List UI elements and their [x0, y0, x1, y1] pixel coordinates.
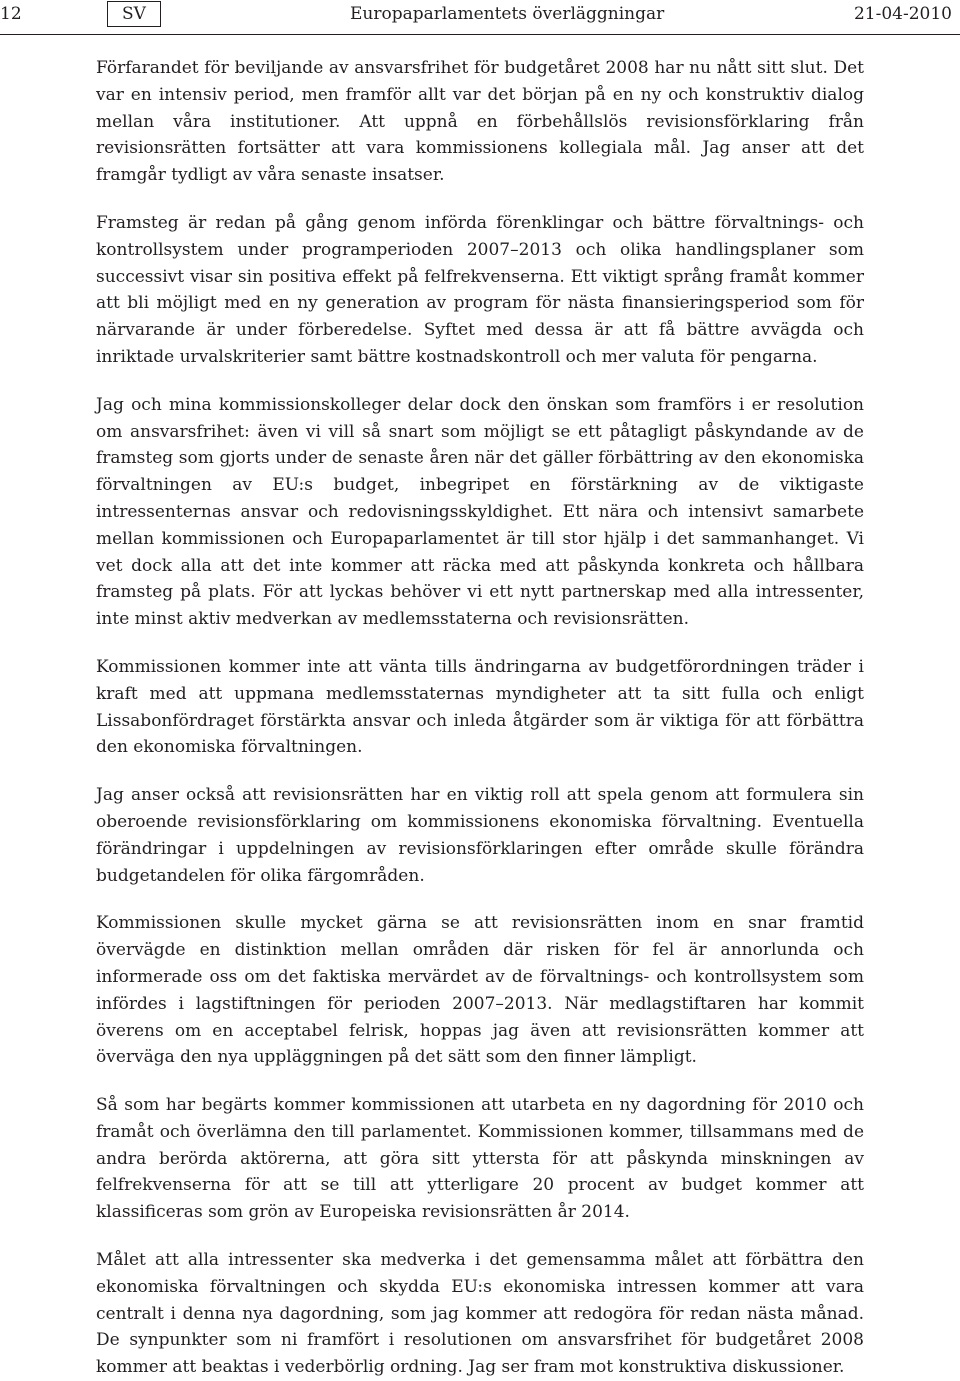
paragraph-7: Så som har begärts kommer kommissionen att utarbeta en ny dagordning för 2010 och framåt och överlämna den till parlamentet. Kommissionen kommer, tillsammans med de andra berörda aktörerna, att göra sitt yttersta för att påskynda minskningen av felfrekvenserna för att se till att ytterligare 20 procent av budget kommer att klassificeras som grön av Europeiska revisionsrätten år 2014.: [96, 1095, 864, 1223]
paragraph-1: Förfarandet för beviljande av ansvarsfrihet för budgetåret 2008 har nu nått sitt slut. Det var en intensiv period, men framför allt var det början på en ny och konstruktiv dialog mellan våra institutioner. Att uppnå en förbehållslös revisionsförklaring från revisionsrätten fortsätter att vara kommissionens kollegiala mål. Jag anser att det framgår tydligt av våra senaste insatser.: [96, 58, 864, 186]
page-number: 12: [0, 4, 22, 24]
document-body: [96, 55, 864, 1381]
paragraph-8: Målet att alla intressenter ska medverka i det gemensamma målet att förbättra den ekonomiska förvaltningen och skydda EU:s ekonomiska intressen kommer att vara centralt i denna nya dagordning, som jag kommer att redogöra för redan nästa månad. De synpunkter som ni framfört i resolutionen om ansvarsfrihet för budgetåret 2008 kommer att beaktas i vederbörlig ordning. Jag ser fram mot konstruktiva diskussioner.: [96, 1250, 864, 1378]
publication-date: 21-04-2010: [853, 4, 952, 24]
paragraph-2: Framsteg är redan på gång genom införda förenklingar och bättre förvaltnings- och kontrollsystem under programperioden 2007–2013 och olika handlingsplaner som successivt visar sin positiva effekt på felfrekvenserna. Ett viktigt språng framåt kommer att bli möjligt med en ny generation av program för nästa finansieringsperiod som för närvarande är under förberedelse. Syftet med dessa är att få bättre avvägda och inriktade urvalskriterier samt bättre kostnadskontroll och mer valuta för pengarna.: [96, 212, 864, 367]
paragraph-6: Kommissionen skulle mycket gärna se att revisionsrätten inom en snar framtid övervägde en distinktion mellan områden där risken för fel är annorlunda och informerade oss om det faktiska mervärdet av de förvaltnings- och kontrollsystem som infördes i lagstiftningen för perioden 2007–2013. När medlagstiftaren har kommit överens om en acceptabel felrisk, hoppas jag även att revisionsrätten kommer att överväga den nya uppläggningen på det sätt som den finner lämpligt.: [96, 913, 864, 1068]
paragraph-3: Jag och mina kommissionskolleger delar dock den önskan som framförs i er resolution om ansvarsfrihet: även vi vill så snart som möjligt se ett påtagligt påskyndande av de framsteg som gjorts under de senaste åren när det gäller förbättring av den ekonomiska förvaltningen av EU:s budget, inbegripet en förstärkning av de viktigaste intressenternas ansvar och redovisningsskyldighet. Ett nära och intensivt samarbete mellan kommissionen och Europaparlamentet är till stor hjälp i det sammanhanget. Vi vet dock alla att det inte kommer att räcka med att påskynda konkreta och hållbara framsteg på plats. För att lyckas behöver vi ett nytt partnerskap med alla intressenter, inte minst aktiv medverkan av medlemsstaterna och revisionsrätten.: [96, 394, 864, 630]
paragraph-5: Jag anser också att revisionsrätten har en viktig roll att spela genom att formulera sin oberoende revisionsförklaring om kommissionens ekonomiska förvaltning. Eventuella förändringar i uppdelningen av revisionsförklaringen efter område skulle förändra budgetandelen för olika färgområden.: [96, 785, 864, 886]
page-header: [0, 0, 960, 35]
paragraph-4: Kommissionen kommer inte att vänta tills ändringarna av budgetförordningen träder i kraft med att uppmana medlemsstaternas myndigheter att ta sitt fulla och enligt Lissabonfördraget förstärkta ansvar och inleda åtgärder som är viktiga för att förbättra den ekonomiska förvaltningen.: [96, 656, 864, 758]
publication-title: Europaparlamentets överläggningar: [350, 4, 665, 24]
language-code-box: SV: [107, 1, 161, 27]
